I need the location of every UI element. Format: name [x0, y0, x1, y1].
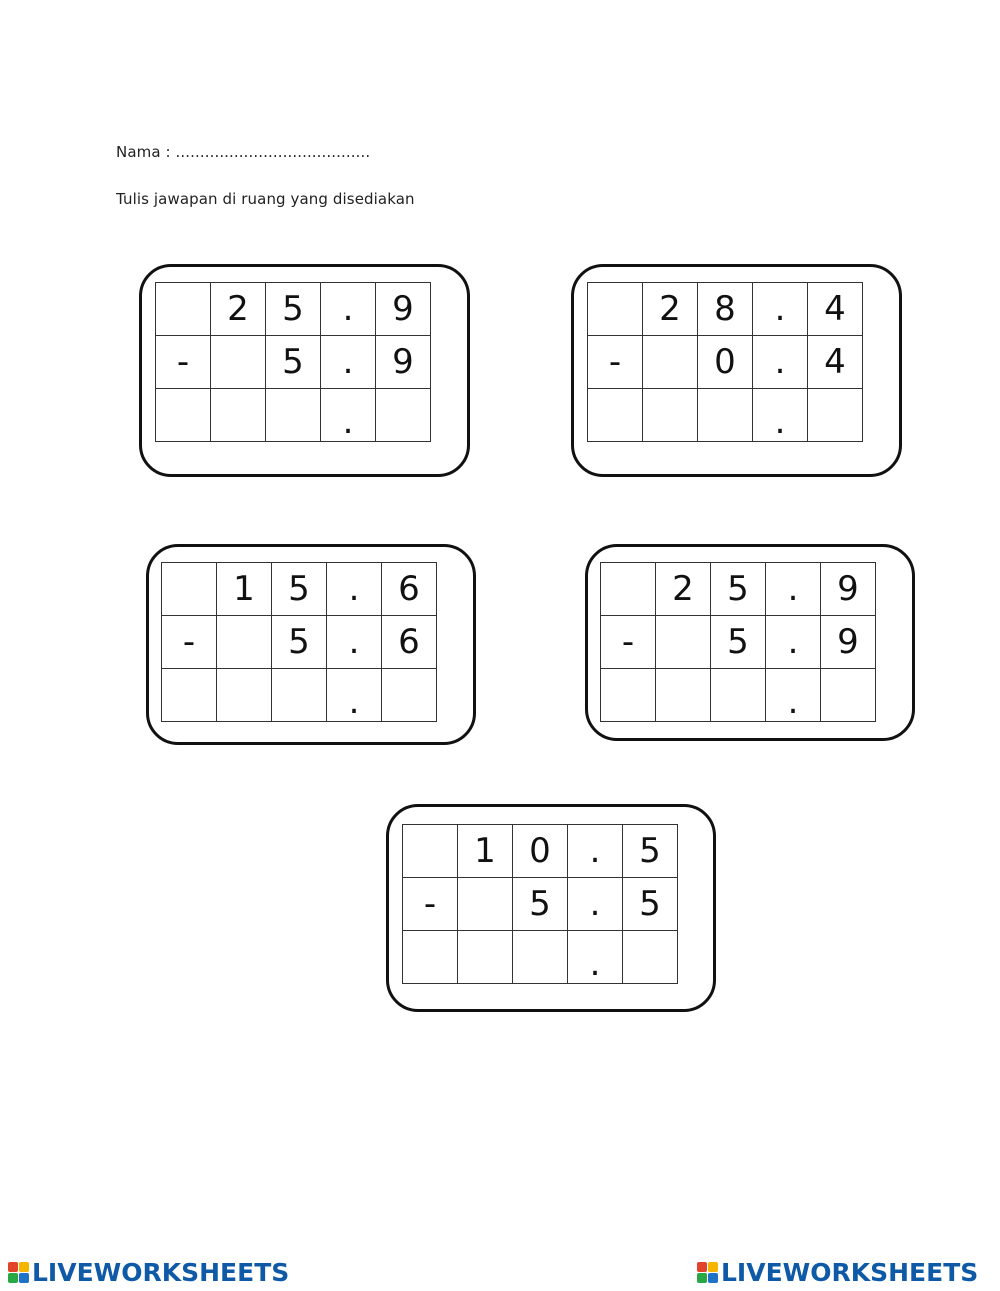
- answer-cell[interactable]: [821, 669, 876, 722]
- answer-cell[interactable]: [698, 389, 753, 442]
- cell: 9: [376, 283, 431, 336]
- minus-sign: -: [162, 616, 217, 669]
- problem-grid-2: [587, 282, 863, 442]
- cell: 1: [458, 825, 513, 878]
- answer-decimal-point: .: [568, 931, 623, 984]
- minus-sign: -: [601, 616, 656, 669]
- minuend-row: [601, 563, 876, 616]
- problem-grid-3: [161, 562, 437, 722]
- cell: 2: [643, 283, 698, 336]
- answer-row[interactable]: [601, 669, 876, 722]
- answer-decimal-point: .: [327, 669, 382, 722]
- answer-cell[interactable]: [156, 389, 211, 442]
- answer-row[interactable]: [162, 669, 437, 722]
- cell: [656, 616, 711, 669]
- cell: 4: [808, 336, 863, 389]
- answer-row[interactable]: [588, 389, 863, 442]
- cell: 6: [382, 563, 437, 616]
- cell: 5: [623, 825, 678, 878]
- answer-cell[interactable]: [711, 669, 766, 722]
- brand-text: LIVEWORKSHEETS: [721, 1258, 979, 1287]
- answer-cell[interactable]: [403, 931, 458, 984]
- cell: 9: [821, 616, 876, 669]
- liveworksheets-mark-icon: [8, 1262, 29, 1283]
- cell: .: [766, 563, 821, 616]
- minuend-row: [588, 283, 863, 336]
- cell: .: [766, 616, 821, 669]
- cell: [162, 563, 217, 616]
- cell: .: [321, 336, 376, 389]
- answer-cell[interactable]: [211, 389, 266, 442]
- cell: 5: [623, 878, 678, 931]
- liveworksheets-logo-left: [8, 1258, 289, 1287]
- minuend-row: [162, 563, 437, 616]
- answer-cell[interactable]: [656, 669, 711, 722]
- liveworksheets-logo-right: [697, 1258, 978, 1287]
- subtrahend-row: [403, 878, 678, 931]
- subtrahend-row: [156, 336, 431, 389]
- cell: 5: [513, 878, 568, 931]
- answer-cell[interactable]: [266, 389, 321, 442]
- cell: 5: [266, 283, 321, 336]
- answer-cell[interactable]: [643, 389, 698, 442]
- cell: .: [753, 336, 808, 389]
- cell: [643, 336, 698, 389]
- problem-grid-5: [402, 824, 678, 984]
- answer-row[interactable]: [156, 389, 431, 442]
- brand-text: LIVEWORKSHEETS: [32, 1258, 290, 1287]
- cell: [458, 878, 513, 931]
- cell: 0: [698, 336, 753, 389]
- answer-cell[interactable]: [272, 669, 327, 722]
- minus-sign: -: [156, 336, 211, 389]
- answer-cell[interactable]: [382, 669, 437, 722]
- cell: 5: [711, 563, 766, 616]
- name-field-label: Nama : ........................................: [116, 143, 371, 161]
- answer-decimal-point: .: [321, 389, 376, 442]
- problem-grid-1: [155, 282, 431, 442]
- answer-decimal-point: .: [753, 389, 808, 442]
- minuend-row: [156, 283, 431, 336]
- cell: [588, 283, 643, 336]
- subtrahend-row: [162, 616, 437, 669]
- answer-row[interactable]: [403, 931, 678, 984]
- problem-grid-4: [600, 562, 876, 722]
- cell: 6: [382, 616, 437, 669]
- answer-cell[interactable]: [513, 931, 568, 984]
- minuend-row: [403, 825, 678, 878]
- cell: 8: [698, 283, 753, 336]
- cell: 9: [376, 336, 431, 389]
- cell: 5: [711, 616, 766, 669]
- answer-decimal-point: .: [766, 669, 821, 722]
- answer-cell[interactable]: [217, 669, 272, 722]
- minus-sign: -: [588, 336, 643, 389]
- cell: [403, 825, 458, 878]
- cell: 4: [808, 283, 863, 336]
- cell: 2: [656, 563, 711, 616]
- answer-cell[interactable]: [623, 931, 678, 984]
- cell: 1: [217, 563, 272, 616]
- answer-cell[interactable]: [601, 669, 656, 722]
- cell: [601, 563, 656, 616]
- subtrahend-row: [588, 336, 863, 389]
- cell: .: [753, 283, 808, 336]
- cell: .: [568, 825, 623, 878]
- cell: 2: [211, 283, 266, 336]
- answer-cell[interactable]: [376, 389, 431, 442]
- answer-cell[interactable]: [808, 389, 863, 442]
- cell: [156, 283, 211, 336]
- cell: 9: [821, 563, 876, 616]
- cell: 5: [266, 336, 321, 389]
- cell: .: [327, 563, 382, 616]
- subtrahend-row: [601, 616, 876, 669]
- cell: 5: [272, 616, 327, 669]
- answer-cell[interactable]: [458, 931, 513, 984]
- cell: .: [327, 616, 382, 669]
- instruction-text: Tulis jawapan di ruang yang disediakan: [116, 190, 415, 208]
- cell: 5: [272, 563, 327, 616]
- liveworksheets-mark-icon: [697, 1262, 718, 1283]
- cell: 0: [513, 825, 568, 878]
- cell: [211, 336, 266, 389]
- answer-cell[interactable]: [162, 669, 217, 722]
- cell: [217, 616, 272, 669]
- cell: .: [568, 878, 623, 931]
- cell: .: [321, 283, 376, 336]
- answer-cell[interactable]: [588, 389, 643, 442]
- minus-sign: -: [403, 878, 458, 931]
